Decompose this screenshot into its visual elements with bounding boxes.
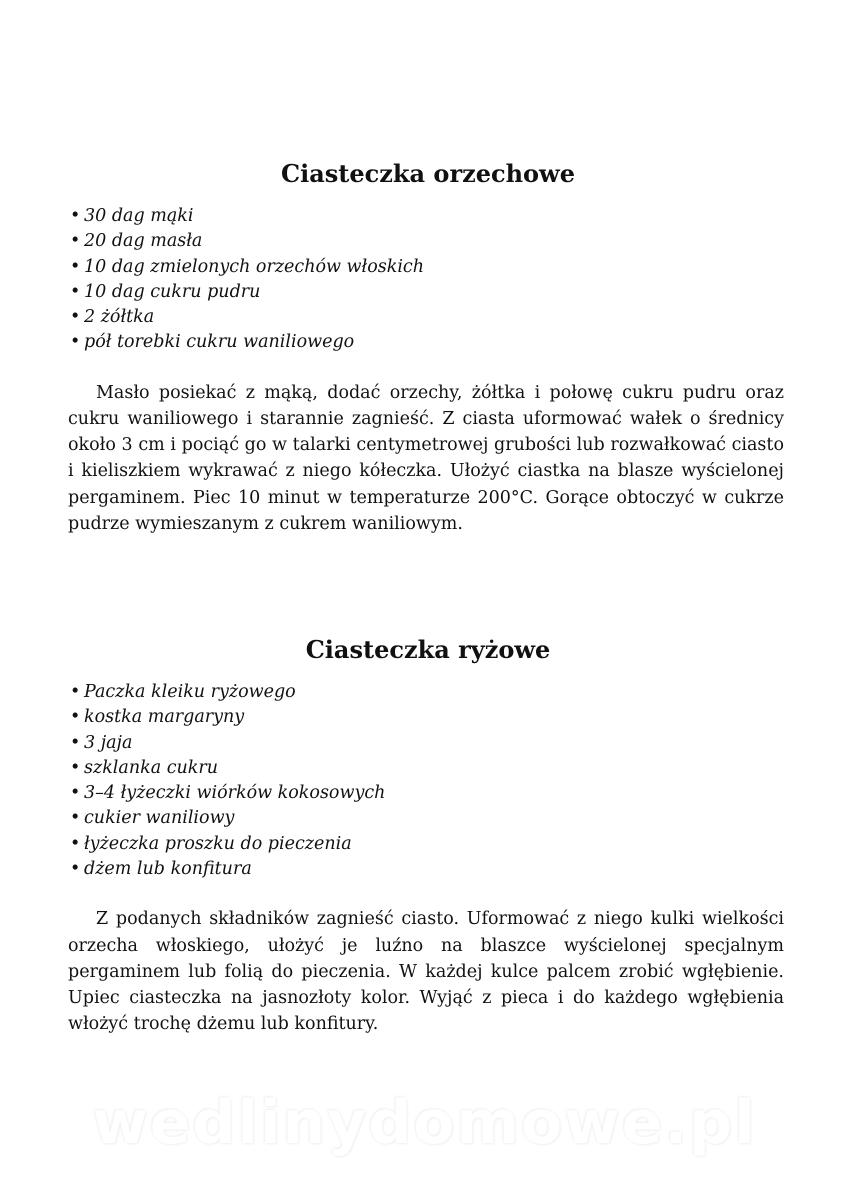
ingredient-item: • pół torebki cukru waniliowego — [68, 330, 784, 355]
ingredient-list — [68, 204, 784, 356]
ingredient-item: • cukier waniliowy — [68, 806, 784, 831]
recipe-title: Ciasteczka ryżowe — [305, 635, 551, 664]
ingredient-item: • 3 jaja — [68, 731, 784, 756]
ingredient-item: • 3–4 łyżeczki wiórków kokosowych — [68, 781, 784, 806]
ingredient-item: • 30 dag mąki — [68, 204, 784, 229]
ingredient-item: • 10 dag zmielonych orzechów włoskich — [68, 255, 784, 280]
recipe-method: Z podanych składników zagnieść ciasto. Uformować z niego kulki wielkości orzecha włoskiego, ułożyć je luźno na blaszce wyścielonej specjalnym pergaminem lub folią do pieczenia. W każdej kulce palcem zrobić wgłębienie. Upiec ciasteczka na jasnozłoty kolor. Wyjąć z pieca i do każdego wgłębienia włożyć trochę dżemu lub konfitury. — [68, 909, 784, 1035]
ingredient-item: • 10 dag cukru pudru — [68, 280, 784, 305]
ingredient-item: • szklanka cukru — [68, 756, 784, 781]
ingredient-item: • dżem lub konfitura — [68, 857, 784, 882]
recipe-rice-cookies — [68, 634, 784, 1037]
ingredient-item: • Paczka kleiku ryżowego — [68, 680, 784, 705]
ingredient-item: • 2 żółtka — [68, 305, 784, 330]
recipe-method: Masło posiekać z mąką, dodać orzechy, żółtka i połowę cukru pudru oraz cukru waniliowego i starannie zagnieść. Z ciasta uformować wałek o średnicy około 3 cm i pociąć go w talarki centymetrowej grubości lub rozwałkować ciasto i kieliszkiem wykrawać z niego kółeczka. Ułożyć ciastka na blasze wyścielonej pergaminem. Piec 10 minut w temperaturze 200°C. Gorące obtoczyć w cukrze pudrze wymieszanym z cukrem waniliowym. — [68, 382, 784, 534]
recipe-title: Ciasteczka orzechowe — [281, 159, 575, 188]
ingredient-item: • łyżeczka proszku do pieczenia — [68, 832, 784, 857]
ingredient-list — [68, 680, 784, 882]
watermark: wedlinydomowe.pl — [92, 1088, 757, 1158]
ingredient-item: • 20 dag masła — [68, 229, 784, 254]
ingredient-item: • kostka margaryny — [68, 705, 784, 730]
recipe-walnut-cookies — [68, 158, 784, 537]
